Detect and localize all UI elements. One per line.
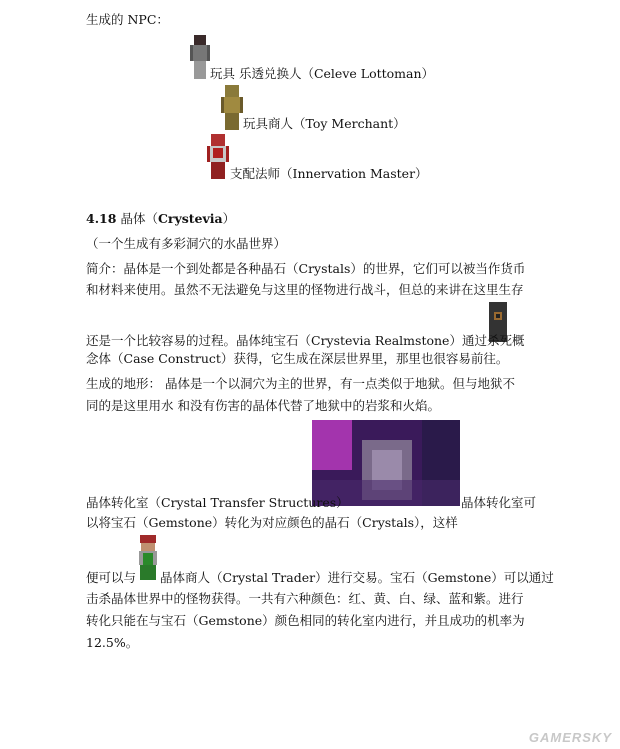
paragraph-line: 概 [512,333,525,348]
paragraph-line: 生成的地形： 晶体是一个以洞穴为主的世界，有一点类似于地狱。但与地狱不 [86,376,515,391]
paragraph-line: 和材料来使用。虽然不无法避免与这里的怪物进行战斗，但总的来讲在这里生存 [86,282,524,297]
paragraph-line: 便可以与 [86,570,137,585]
crystal-trader-figure [136,535,160,580]
watermark: GAMERSKY [528,730,612,745]
crystal-transfer-structure-screenshot [312,420,460,506]
npc-heading: 生成的 NPC： [86,12,169,27]
npc-label: 玩具 乐透兑换人（Celeve Lottoman） [210,66,435,81]
section-title-en: Crystevia [157,211,223,226]
section-number: 4.18 [86,211,117,226]
paragraph-line: 同的是这里用水 和没有伤害的晶体代替了地狱中的岩浆和火焰。 [86,398,440,413]
npc-label: 支配法师（Innervation Master） [230,166,428,181]
toy-merchant-figure [221,85,243,130]
section-title-cn: 晶体（ [120,211,158,226]
paragraph-line: 晶体转化室（Crystal Transfer Structures） [86,495,349,510]
paragraph-line: 还是一个比较容易的过程。晶体纯宝石（Crystevia Realmstone）通过杀死 [86,333,512,348]
paragraph-line: 晶体转化室可 [461,495,537,510]
paragraph-line: 以将宝石（Gemstone）转化为对应颜色的晶石（Crystals），这样 [86,515,458,530]
paragraph-line: 简介：晶体是一个到处都是各种晶石（Crystals）的世界，它们可以被当作货币 [86,261,526,276]
paragraph-line: 12.5%。 [86,635,139,650]
subtitle: （一个生成有多彩洞穴的水晶世界） [86,236,287,251]
paragraph-line: 晶体商人（Crystal Trader）进行交易。宝石（Gemstone）可以通过 [160,570,554,585]
section-heading [86,211,235,227]
paragraph-line: 击杀晶体世界中的怪物获得。一共有六种颜色：红、黄、白、绿、蓝和紫。进行 [86,591,524,606]
paragraph-line: 念体（Case Construct）获得，它生成在深层世界里，那里也很容易前往。 [86,351,509,366]
npc-label: 玩具商人（Toy Merchant） [243,116,406,131]
paragraph-line: 转化只能在与宝石（Gemstone）颜色相同的转化室内进行，并且成功的机率为 [86,613,525,628]
celeve-lottoman-figure [190,35,210,79]
innervation-master-figure [207,134,229,179]
section-title-close: ） [222,211,236,226]
